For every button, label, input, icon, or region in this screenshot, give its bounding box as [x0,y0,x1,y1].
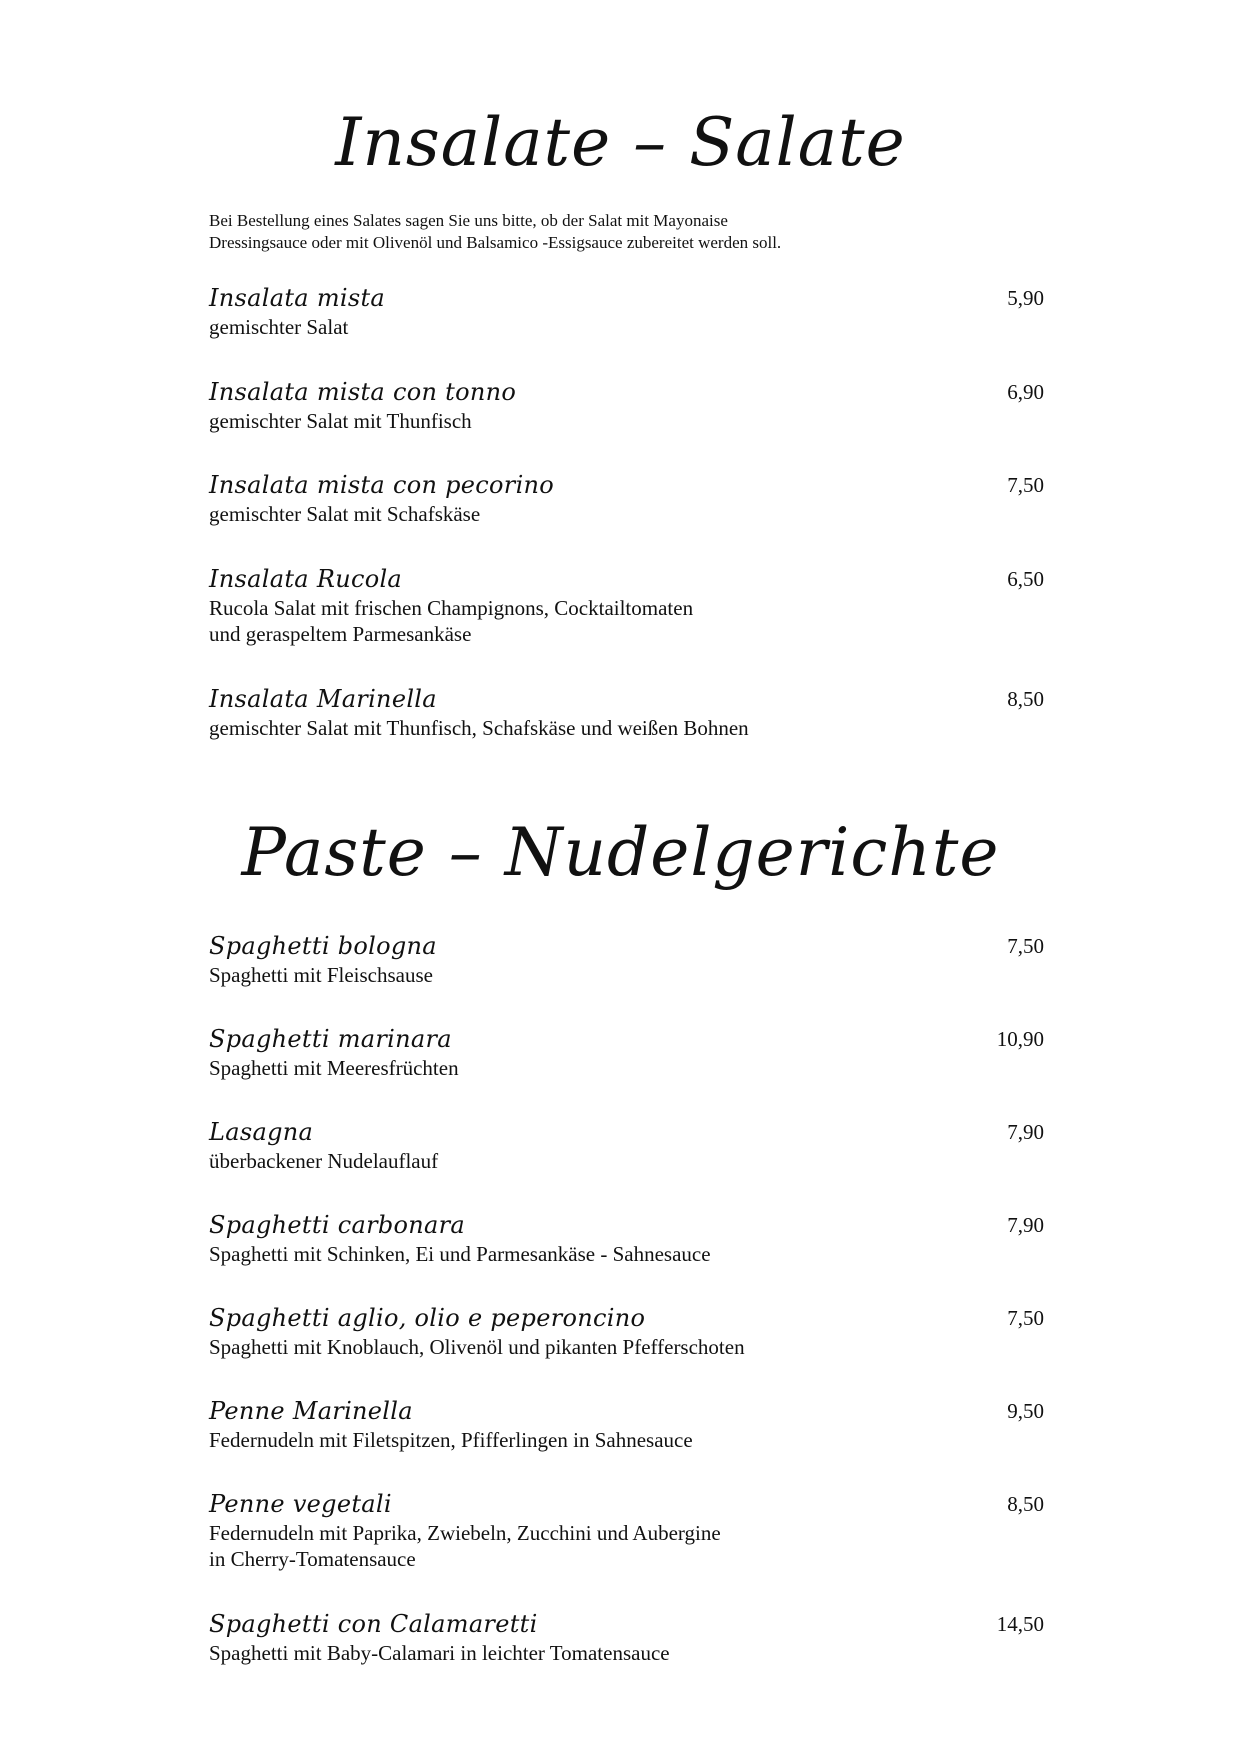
salad-dressing-note [209,210,1029,254]
description-line: Federnudeln mit Filetspitzen, Pfifferlingen in Sahnesauce [209,1428,693,1452]
note-line: Dressingsauce oder mit Olivenöl und Balsamico -Essigsauce zubereitet werden soll. [209,233,782,252]
dish-price: 9,50 [1007,1399,1044,1423]
dish-price: 7,50 [1007,473,1044,497]
dish-description [209,1241,1044,1267]
dish-name: Insalata Rucola [209,565,403,593]
menu-item-spaghetti-carbonara [209,1211,1044,1267]
menu-item-insalata-marinella [209,685,1044,741]
dish-price: 8,50 [1007,1492,1044,1516]
description-line: gemischter Salat mit Thunfisch, Schafskäse und weißen Bohnen [209,716,749,740]
section-title-salate: Insalate – Salate [335,104,906,181]
menu-item-insalata-rucola [209,565,1044,647]
dish-description [209,595,1044,647]
description-line: Spaghetti mit Knoblauch, Olivenöl und pikanten Pfefferschoten [209,1335,745,1359]
dish-price: 6,90 [1007,380,1044,404]
description-line: Spaghetti mit Fleischsause [209,963,433,987]
dish-description [209,1520,1044,1572]
note-line: Bei Bestellung eines Salates sagen Sie uns bitte, ob der Salat mit Mayonaise [209,211,728,230]
menu-item-spaghetti-marinara [209,1025,1044,1081]
dish-price: 6,50 [1007,567,1044,591]
description-line: Spaghetti mit Schinken, Ei und Parmesankäse - Sahnesauce [209,1242,711,1266]
description-line: Spaghetti mit Baby-Calamari in leichter Tomatensauce [209,1641,670,1665]
menu-item-insalata-mista-con-tonno [209,378,1044,434]
description-line: gemischter Salat [209,315,349,339]
dish-name: Spaghetti carbonara [209,1211,466,1239]
dish-price: 7,90 [1007,1120,1044,1144]
menu-item-insalata-mista [209,284,1044,340]
dish-description [209,962,1044,988]
dish-name: Insalata Marinella [209,685,437,713]
dish-description [209,501,1044,527]
description-line: gemischter Salat mit Schafskäse [209,502,481,526]
dish-price: 14,50 [996,1612,1044,1636]
menu-item-penne-marinella [209,1397,1044,1453]
dish-description [209,408,1044,434]
dish-name: Insalata mista con tonno [209,378,517,406]
dish-name: Penne Marinella [209,1397,413,1425]
description-line: in Cherry-Tomatensauce [209,1547,416,1571]
dish-description [209,1640,1044,1666]
menu-item-penne-vegetali [209,1490,1044,1572]
dish-price: 7,50 [1007,934,1044,958]
dish-price: 7,90 [1007,1213,1044,1237]
description-line: Federnudeln mit Paprika, Zwiebeln, Zucchini und Aubergine [209,1521,721,1545]
menu-item-spaghetti-bologna [209,932,1044,988]
dish-price: 7,50 [1007,1306,1044,1330]
dish-name: Insalata mista [209,284,386,312]
dish-name: Spaghetti con Calamaretti [209,1610,538,1638]
menu-item-lasagna [209,1118,1044,1174]
dish-description [209,1148,1044,1174]
menu-item-insalata-mista-con-pecorino [209,471,1044,527]
section-title-paste: Paste – Nudelgerichte [241,814,1000,891]
description-line: Spaghetti mit Meeresfrüchten [209,1056,459,1080]
dish-name: Spaghetti aglio, olio e peperoncino [209,1304,646,1332]
dish-description [209,715,1044,741]
dish-name: Spaghetti bologna [209,932,437,960]
dish-name: Insalata mista con pecorino [209,471,555,499]
dish-description [209,314,1044,340]
description-line: gemischter Salat mit Thunfisch [209,409,472,433]
description-line: Rucola Salat mit frischen Champignons, Cocktailtomaten [209,596,694,620]
dish-price: 8,50 [1007,687,1044,711]
description-line: und geraspeltem Parmesankäse [209,622,472,646]
menu-item-spaghetti-aglio-olio [209,1304,1044,1360]
menu-item-spaghetti-con-calamaretti [209,1610,1044,1666]
dish-name: Spaghetti marinara [209,1025,452,1053]
dish-price: 5,90 [1007,286,1044,310]
dish-price: 10,90 [996,1027,1044,1051]
dish-description [209,1055,1044,1081]
description-line: überbackener Nudelauflauf [209,1149,439,1173]
dish-name: Lasagna [209,1118,314,1146]
dish-description [209,1334,1044,1360]
dish-description [209,1427,1044,1453]
dish-name: Penne vegetali [209,1490,392,1518]
